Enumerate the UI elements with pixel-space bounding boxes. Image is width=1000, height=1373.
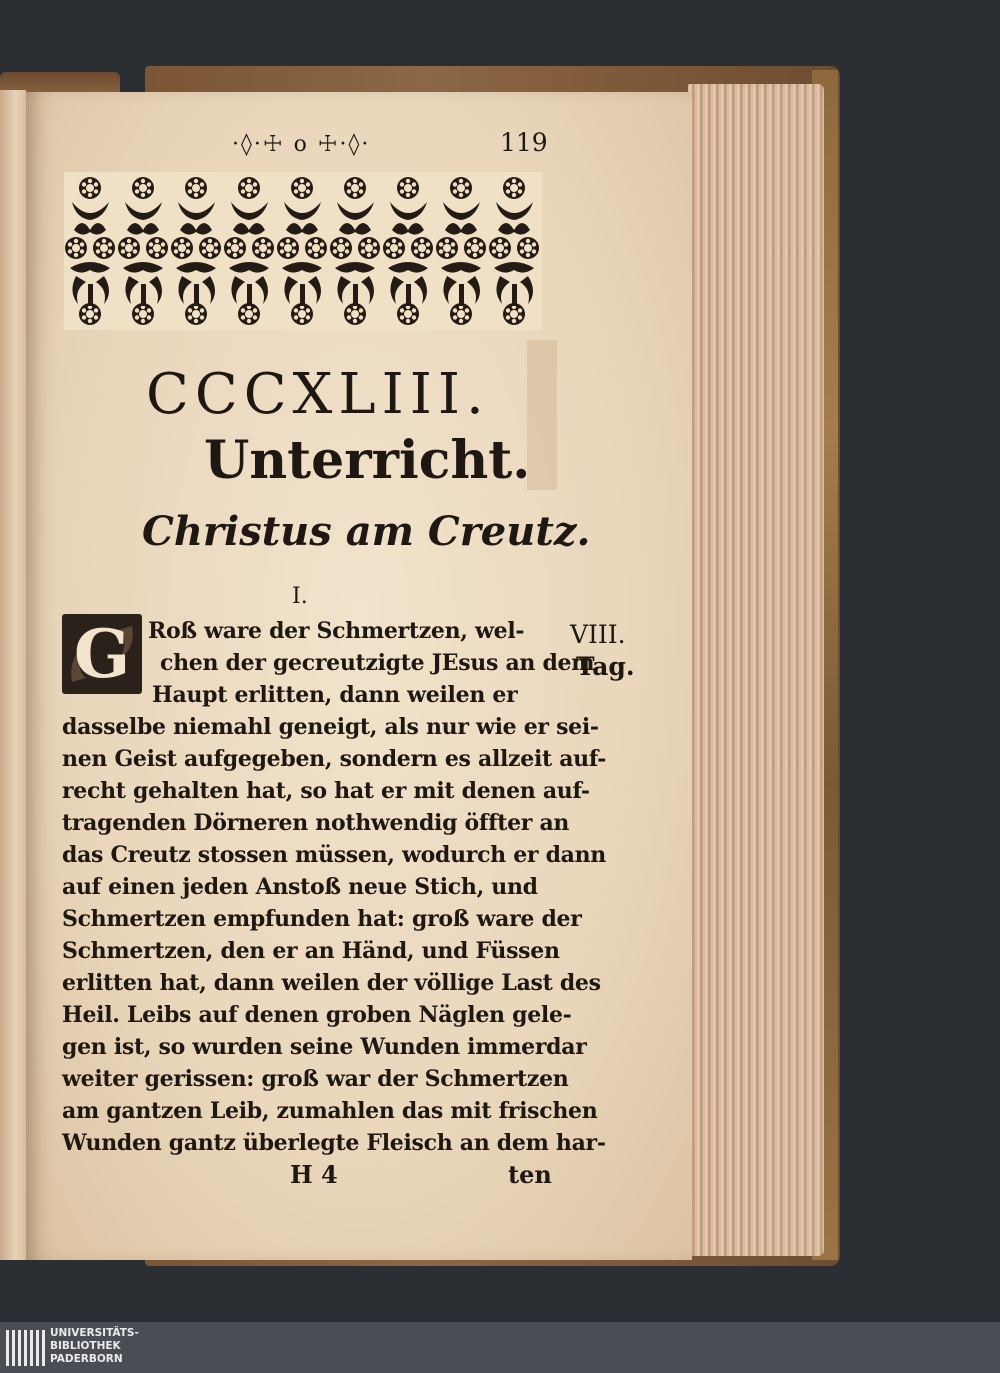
library-logo-icon xyxy=(6,1330,46,1366)
chapter-number: CCCXLIII. xyxy=(146,362,490,427)
library-name: UNIVERSITÄTS- BIBLIOTHEK PADERBORN xyxy=(50,1327,139,1365)
text-line: Wunden gantz überlegte Fleisch an dem har- xyxy=(62,1130,606,1156)
text-line: Schmertzen empfunden hat: groß ware der xyxy=(62,906,582,932)
text-line: am gantzen Leib, zumahlen das mit frischen xyxy=(62,1098,598,1124)
text-line: Haupt erlitten, dann weilen er xyxy=(152,682,518,708)
margin-note-number: VIII. xyxy=(570,620,626,649)
paragraph-number: I. xyxy=(292,584,308,609)
header-ornament: ·◊·☩ o ☩·◊· xyxy=(232,132,371,157)
margin-note-label: Tag. xyxy=(576,652,635,681)
paper-stain xyxy=(527,340,557,490)
text-line: auf einen jeden Anstoß neue Stich, und xyxy=(62,874,538,900)
text-line: gen ist, so wurden seine Wunden immerdar xyxy=(62,1034,587,1060)
subject-title: Christus am Creutz. xyxy=(142,508,591,555)
signature-mark: H 4 xyxy=(290,1160,338,1189)
decorated-initial xyxy=(62,614,142,694)
page-block-edge xyxy=(688,84,824,1256)
floral-ornament-band xyxy=(64,172,542,330)
section-title: Unterricht. xyxy=(204,430,531,491)
text-line: Heil. Leibs auf denen groben Näglen gele- xyxy=(62,1002,572,1028)
text-line: tragenden Dörneren nothwendig öffter an xyxy=(62,810,570,836)
text-line: nen Geist aufgegeben, sondern es allzeit auf- xyxy=(62,746,607,772)
text-line: chen der gecreutzigte JEsus an dem xyxy=(160,650,595,676)
left-page-edge xyxy=(0,90,26,1260)
library-footer xyxy=(0,1322,1000,1373)
initial-letter: G xyxy=(73,615,131,693)
text-line: recht gehalten hat, so hat er mit denen auf- xyxy=(62,778,590,804)
text-line: das Creutz stossen müssen, wodurch er dann xyxy=(62,842,606,868)
text-line: Schmertzen, den er an Händ, und Füssen xyxy=(62,938,560,964)
catchword: ten xyxy=(508,1160,552,1189)
text-line: dasselbe niemahl geneigt, als nur wie er sei- xyxy=(62,714,599,740)
text-line: weiter gerissen: groß war der Schmertzen xyxy=(62,1066,569,1092)
text-line: Roß ware der Schmertzen, wel- xyxy=(148,618,525,644)
text-line: erlitten hat, dann weilen der völlige Last des xyxy=(62,970,601,996)
page-number: 119 xyxy=(500,128,548,157)
